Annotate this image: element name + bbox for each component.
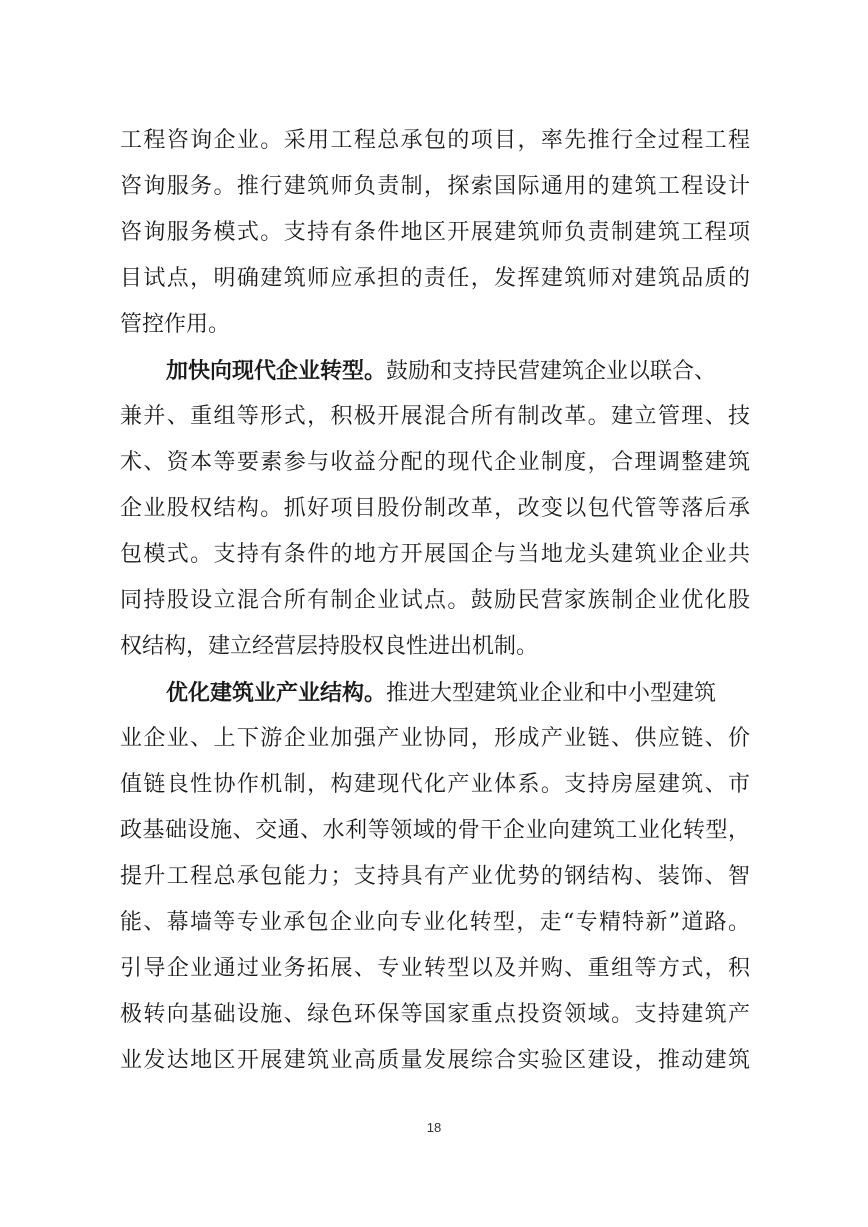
paragraph-line: 业发达地区开展建筑业高质量发展综合实验区建设，推动建筑	[120, 1048, 750, 1073]
body-text	[120, 118, 750, 1084]
paragraph-line: 咨询服务模式。支持有条件地区开展建筑师负责制建筑工程项	[120, 220, 750, 245]
paragraph-line: 提升工程总承包能力；支持具有产业优势的钢结构、装饰、智	[120, 864, 750, 889]
paragraph-line: 术、资本等要素参与收益分配的现代企业制度，合理调整建筑	[120, 450, 750, 475]
paragraph-line: 极转向基础设施、绿色环保等国家重点投资领域。支持建筑产	[120, 1002, 750, 1027]
paragraph-line: 管控作用。	[120, 312, 231, 337]
paragraph-line: 兼并、重组等形式，积极开展混合所有制改革。建立管理、技	[120, 404, 750, 429]
page-number: 18	[426, 1120, 442, 1135]
paragraph-first-line-text: 鼓励和支持民营建筑企业以联合、	[386, 359, 717, 384]
paragraph-heading: 优化建筑业产业结构。	[166, 680, 387, 706]
paragraph-line: 目试点，明确建筑师应承担的责任，发挥建筑师对建筑品质的	[120, 266, 750, 291]
paragraph-line: 值链良性协作机制，构建现代化产业体系。支持房屋建筑、市	[120, 772, 750, 797]
paragraph-line: 权结构，建立经营层持股权良性进出机制。	[120, 634, 539, 659]
paragraph-first-line-text: 推进大型建筑业企业和中小型建筑	[386, 681, 717, 706]
paragraph-2	[120, 348, 750, 670]
paragraph-line: 引导企业通过业务拓展、专业转型以及并购、重组等方式，积	[120, 956, 750, 981]
paragraph-line: 咨询服务。推行建筑师负责制，探索国际通用的建筑工程设计	[120, 174, 750, 199]
paragraph-line: 包模式。支持有条件的地方开展国企与当地龙头建筑业企业共	[120, 542, 750, 567]
paragraph-first-line	[120, 348, 750, 394]
paragraph-line: 工程咨询企业。采用工程总承包的项目，率先推行全过程工程	[120, 128, 750, 153]
paragraph-line: 业企业、上下游企业加强产业协同，形成产业链、供应链、价	[120, 726, 750, 751]
paragraph-heading: 加快向现代企业转型。	[166, 358, 387, 384]
paragraph-line: 政基础设施、交通、水利等领域的骨干企业向建筑工业化转型，	[120, 818, 750, 843]
paragraph-line: 能、幕墙等专业承包企业向专业化转型，走“专精特新”道路。	[120, 910, 750, 935]
paragraph-line: 企业股权结构。抓好项目股份制改革，改变以包代管等落后承	[120, 496, 750, 521]
paragraph-first-line	[120, 670, 750, 716]
paragraph-1	[120, 118, 750, 348]
paragraph-line: 同持股设立混合所有制企业试点。鼓励民营家族制企业优化股	[120, 588, 750, 613]
paragraph-3	[120, 670, 750, 1084]
